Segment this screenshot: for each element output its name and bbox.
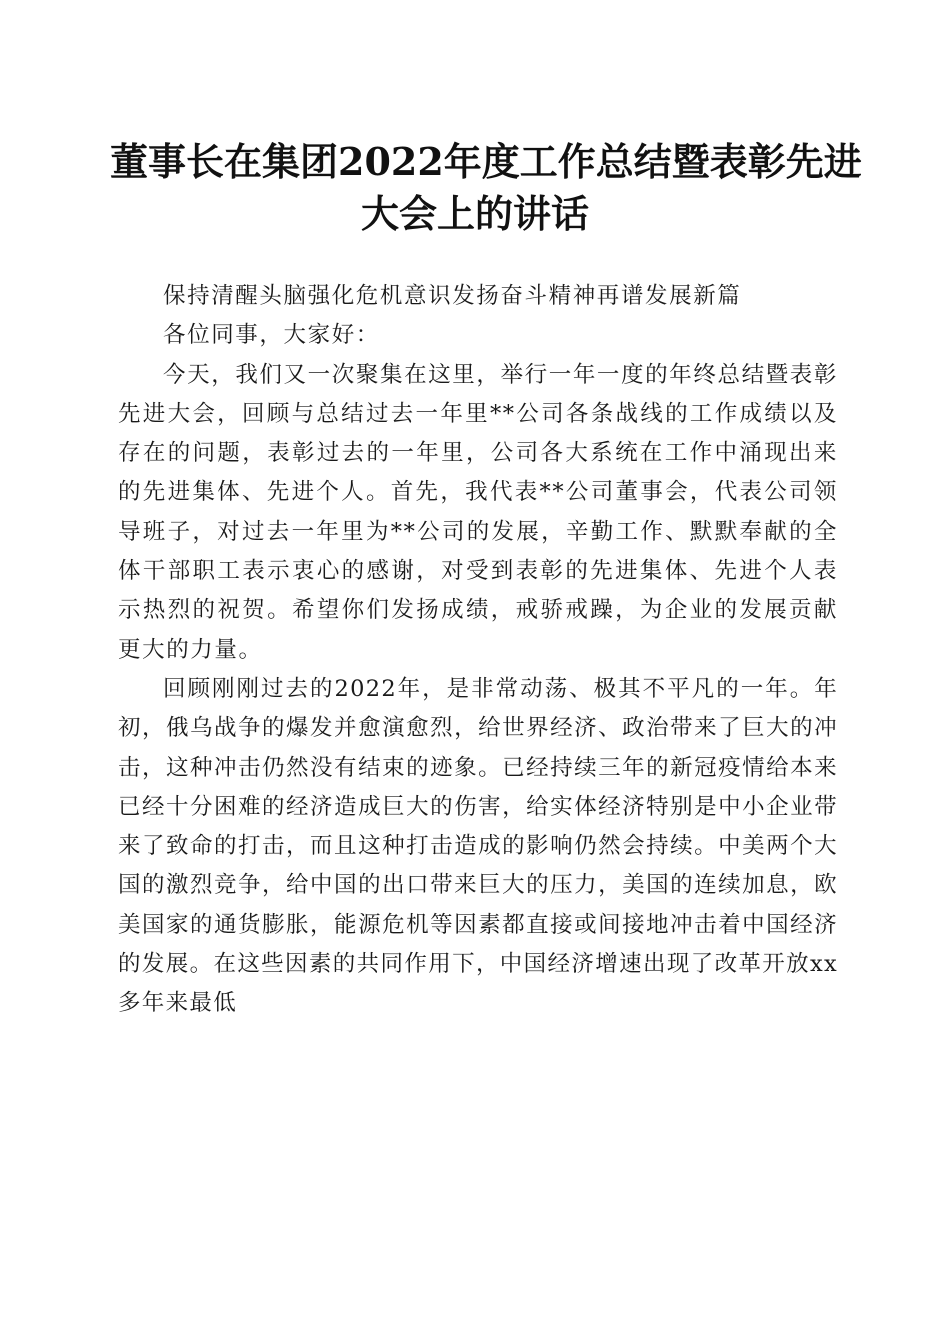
body-paragraph-2: 回顾刚刚过去的2022年，是非常动荡、极其不平凡的一年。年初，俄乌战争的爆发并愈演愈烈，给世界经济、政治带来了巨大的冲击，这种冲击仍然没有结束的迹象。已经持续三年的新冠疫情给本来已经十分困难的经济造成巨大的伤害，给实体经济特别是中小企业带来了致命的打击，而且这种打击造成的影响仍然会持续。中美两个大国的激烈竞争，给中国的出口带来巨大的压力，美国的连续加息，欧美国家的通货膨胀，能源危机等因素都直接或间接地冲击着中国经济的发展。在这些因素的共同作用下，中国经济增速出现了改革开放xx多年来最低 bbox=[118, 675, 838, 1017]
title-line-1: 董事长在集团2022年度工作总结暨表彰先进 bbox=[110, 139, 862, 184]
title-line-2: 大会上的讲话 bbox=[360, 191, 589, 236]
body-paragraph-1: 今天，我们又一次聚集在这里，举行一年一度的年终总结暨表彰先进大会，回顾与总结过去一年里**公司各条战线的工作成绩以及存在的问题，表彰过去的一年里，公司各大系统在工作中涌现出来的先进集体、先进个人。首先，我代表**公司董事会，代表公司领导班子，对过去一年里为**公司的发展，辛勤工作、默默奉献的全体干部职工表示衷心的感谢，对受到表彰的先进集体、先进个人表示热烈的祝贺。希望你们发扬成绩，戒骄戒躁，为企业的发展贡献更大的力量。 bbox=[118, 361, 838, 663]
document-title bbox=[110, 136, 862, 240]
greeting-paragraph: 各位同事，大家好： bbox=[163, 322, 380, 349]
subtitle-paragraph: 保持清醒头脑强化危机意识发扬奋斗精神再谱发展新篇 bbox=[163, 283, 742, 309]
document-body bbox=[118, 277, 838, 1024]
